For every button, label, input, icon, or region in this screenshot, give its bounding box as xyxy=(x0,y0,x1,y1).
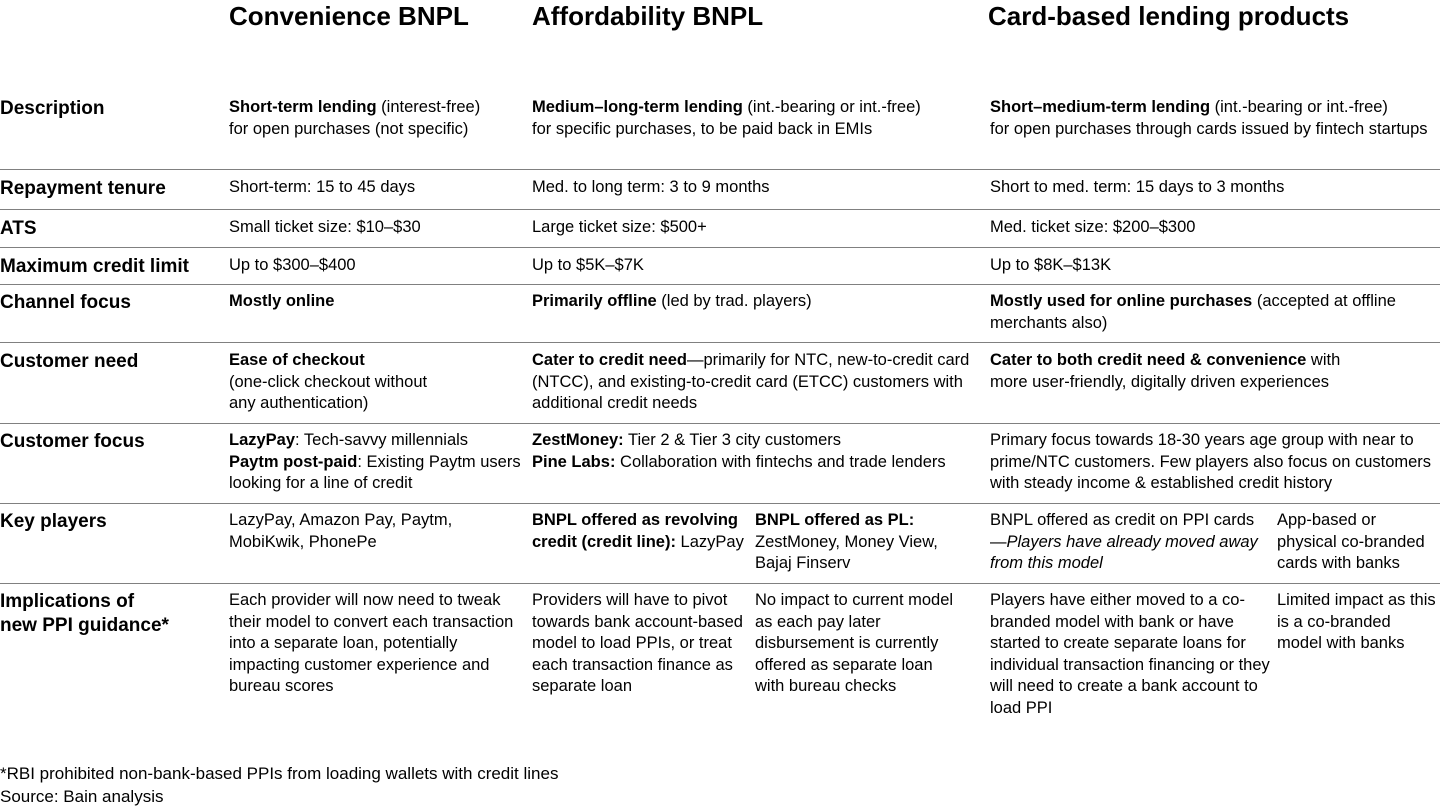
row-label-customer-focus: Customer focus xyxy=(0,431,145,452)
cell-bold: BNPL offered as revolving credit (credit line): xyxy=(532,511,739,551)
row-label-repayment-tenure: Repayment tenure xyxy=(0,178,166,199)
row-divider xyxy=(0,169,1440,170)
cell-description-affordability xyxy=(532,97,982,140)
cell-bold: BNPL offered as PL: xyxy=(755,511,915,529)
cell-text: (one-click checkout without xyxy=(229,372,428,391)
cell-text: (int.-bearing or int.-free) xyxy=(1210,98,1388,116)
cell-text: Collaboration with fintechs and trade lenders xyxy=(615,452,946,471)
cell-text: LazyPay xyxy=(675,532,744,551)
cell-credit-limit-affordability: Up to $5K–$7K xyxy=(532,256,644,274)
row-label-description: Description xyxy=(0,98,105,119)
cell-credit-limit-convenience: Up to $300–$400 xyxy=(229,256,356,274)
cell-text: ZestMoney, Money View, Bajaj Finserv xyxy=(755,532,938,572)
cell-italic: Players have already moved away from this model xyxy=(990,532,1258,572)
cell-text: for open purchases through cards issued by fintech startups xyxy=(990,119,1428,138)
row-label-customer-need: Customer need xyxy=(0,351,139,372)
cell-description-convenience xyxy=(229,97,524,140)
cell-text: for open purchases (not specific) xyxy=(229,119,469,138)
row-divider xyxy=(0,342,1440,343)
cell-focus-affordability xyxy=(532,430,977,473)
cell-focus-card: Primary focus towards 18-30 years age group with near to prime/NTC customers. Few players also focus on customers with steady income & established credit history xyxy=(990,431,1432,492)
row-divider xyxy=(0,284,1440,285)
row-divider xyxy=(0,583,1440,584)
cell-text: BNPL offered as credit on PPI cards— xyxy=(990,511,1255,551)
cell-players-affordability-revolving xyxy=(532,510,747,553)
cell-implications-affordability-revolving: Providers will have to pivot towards bank account-based model to load PPIs, or treat each transaction finance as separate loan xyxy=(532,591,743,695)
cell-text: (int.-bearing or int.-free) xyxy=(742,98,921,116)
row-label-maximum-credit-limit: Maximum credit limit xyxy=(0,256,189,277)
row-label-channel-focus: Channel focus xyxy=(0,292,131,313)
cell-repayment-convenience: Short-term: 15 to 45 days xyxy=(229,178,416,196)
cell-text: : Tech-savvy millennials xyxy=(295,431,469,449)
cell-need-card xyxy=(990,350,1430,393)
cell-text: —primarily for NTC, new-to-credit card (NTCC), and existing-to-credit card (ETCC) customers with additional credit needs xyxy=(532,351,970,412)
cell-bold: ZestMoney: xyxy=(532,431,624,449)
column-header-affordability-bnpl: Affordability BNPL xyxy=(532,1,764,31)
cell-text: (accepted at offline merchants also) xyxy=(990,292,1396,332)
row-label-ats: ATS xyxy=(0,218,37,239)
cell-description-card xyxy=(990,97,1430,140)
cell-players-convenience: LazyPay, Amazon Pay, Paytm, MobiKwik, PhonePe xyxy=(229,511,453,551)
cell-text: any authentication) xyxy=(229,394,369,412)
cell-text: with xyxy=(1306,351,1341,369)
cell-implications-convenience: Each provider will now need to tweak their model to convert each transaction into a separate loan, potentially impacting customer experience and bureau scores xyxy=(229,591,514,695)
row-divider xyxy=(0,423,1440,424)
cell-bold: Ease of checkout xyxy=(229,351,365,369)
cell-bold: Short-term lending xyxy=(229,98,377,116)
cell-ats-convenience: Small ticket size: $10–$30 xyxy=(229,218,421,236)
cell-text: : Existing Paytm users looking for a line of credit xyxy=(229,452,521,492)
row-divider xyxy=(0,503,1440,504)
cell-channel-convenience xyxy=(229,291,524,313)
row-divider xyxy=(0,247,1440,248)
cell-focus-convenience xyxy=(229,430,524,495)
cell-bold: Short–medium-term lending xyxy=(990,98,1211,116)
cell-credit-limit-card: Up to $8K–$13K xyxy=(990,256,1112,274)
cell-players-card-ppi xyxy=(990,510,1265,575)
cell-text: Tier 2 & Tier 3 city customers xyxy=(623,431,841,449)
cell-need-convenience xyxy=(229,350,524,415)
cell-channel-card xyxy=(990,291,1430,334)
cell-bold: Paytm post-paid xyxy=(229,452,358,471)
cell-need-affordability xyxy=(532,350,977,415)
row-label-implications xyxy=(0,590,169,638)
row-label-line: Implications of xyxy=(0,591,135,612)
cell-implications-card-ppi: Players have either moved to a co-branded model with bank or have started to create separate loans for individual transaction financing or they will need to create a bank account to load PPI xyxy=(990,591,1270,717)
cell-bold: Medium–long-term lending xyxy=(532,98,743,116)
cell-bold: Primarily offline xyxy=(532,292,657,310)
cell-ats-affordability: Large ticket size: $500+ xyxy=(532,218,707,236)
column-header-card-based-lending: Card-based lending products xyxy=(988,1,1350,31)
row-label-line: new PPI guidance* xyxy=(0,615,169,636)
cell-bold: Pine Labs: xyxy=(532,452,616,471)
source-note: Source: Bain analysis xyxy=(0,787,164,806)
column-header-convenience-bnpl: Convenience BNPL xyxy=(229,1,469,31)
cell-bold: Cater to both credit need & convenience xyxy=(990,351,1307,369)
cell-repayment-card: Short to med. term: 15 days to 3 months xyxy=(990,178,1285,196)
row-label-key-players: Key players xyxy=(0,511,107,532)
cell-repayment-affordability: Med. to long term: 3 to 9 months xyxy=(532,178,770,196)
footnote: *RBI prohibited non-bank-based PPIs from loading wallets with credit lines xyxy=(0,764,559,783)
cell-bold: Mostly online xyxy=(229,292,335,310)
cell-bold: Cater to credit need xyxy=(532,351,687,369)
cell-bold: Mostly used for online purchases xyxy=(990,292,1253,310)
cell-text: more user-friendly, digitally driven experiences xyxy=(990,372,1330,391)
cell-implications-card-cobranded: Limited impact as this is a co-branded model with banks xyxy=(1277,591,1436,652)
row-divider xyxy=(0,209,1440,210)
cell-bold: LazyPay xyxy=(229,431,296,449)
cell-ats-card: Med. ticket size: $200–$300 xyxy=(990,218,1196,236)
cell-text: (led by trad. players) xyxy=(656,292,812,310)
cell-implications-affordability-pl: No impact to current model as each pay later disbursement is currently offered as separate loan with bureau checks xyxy=(755,591,954,695)
cell-players-affordability-pl xyxy=(755,510,970,575)
cell-channel-affordability xyxy=(532,291,982,313)
cell-text: (interest-free) xyxy=(376,98,481,116)
cell-players-card-cobranded: App-based or physical co-branded cards with banks xyxy=(1277,511,1425,572)
cell-text: for specific purchases, to be paid back in EMIs xyxy=(532,119,873,138)
